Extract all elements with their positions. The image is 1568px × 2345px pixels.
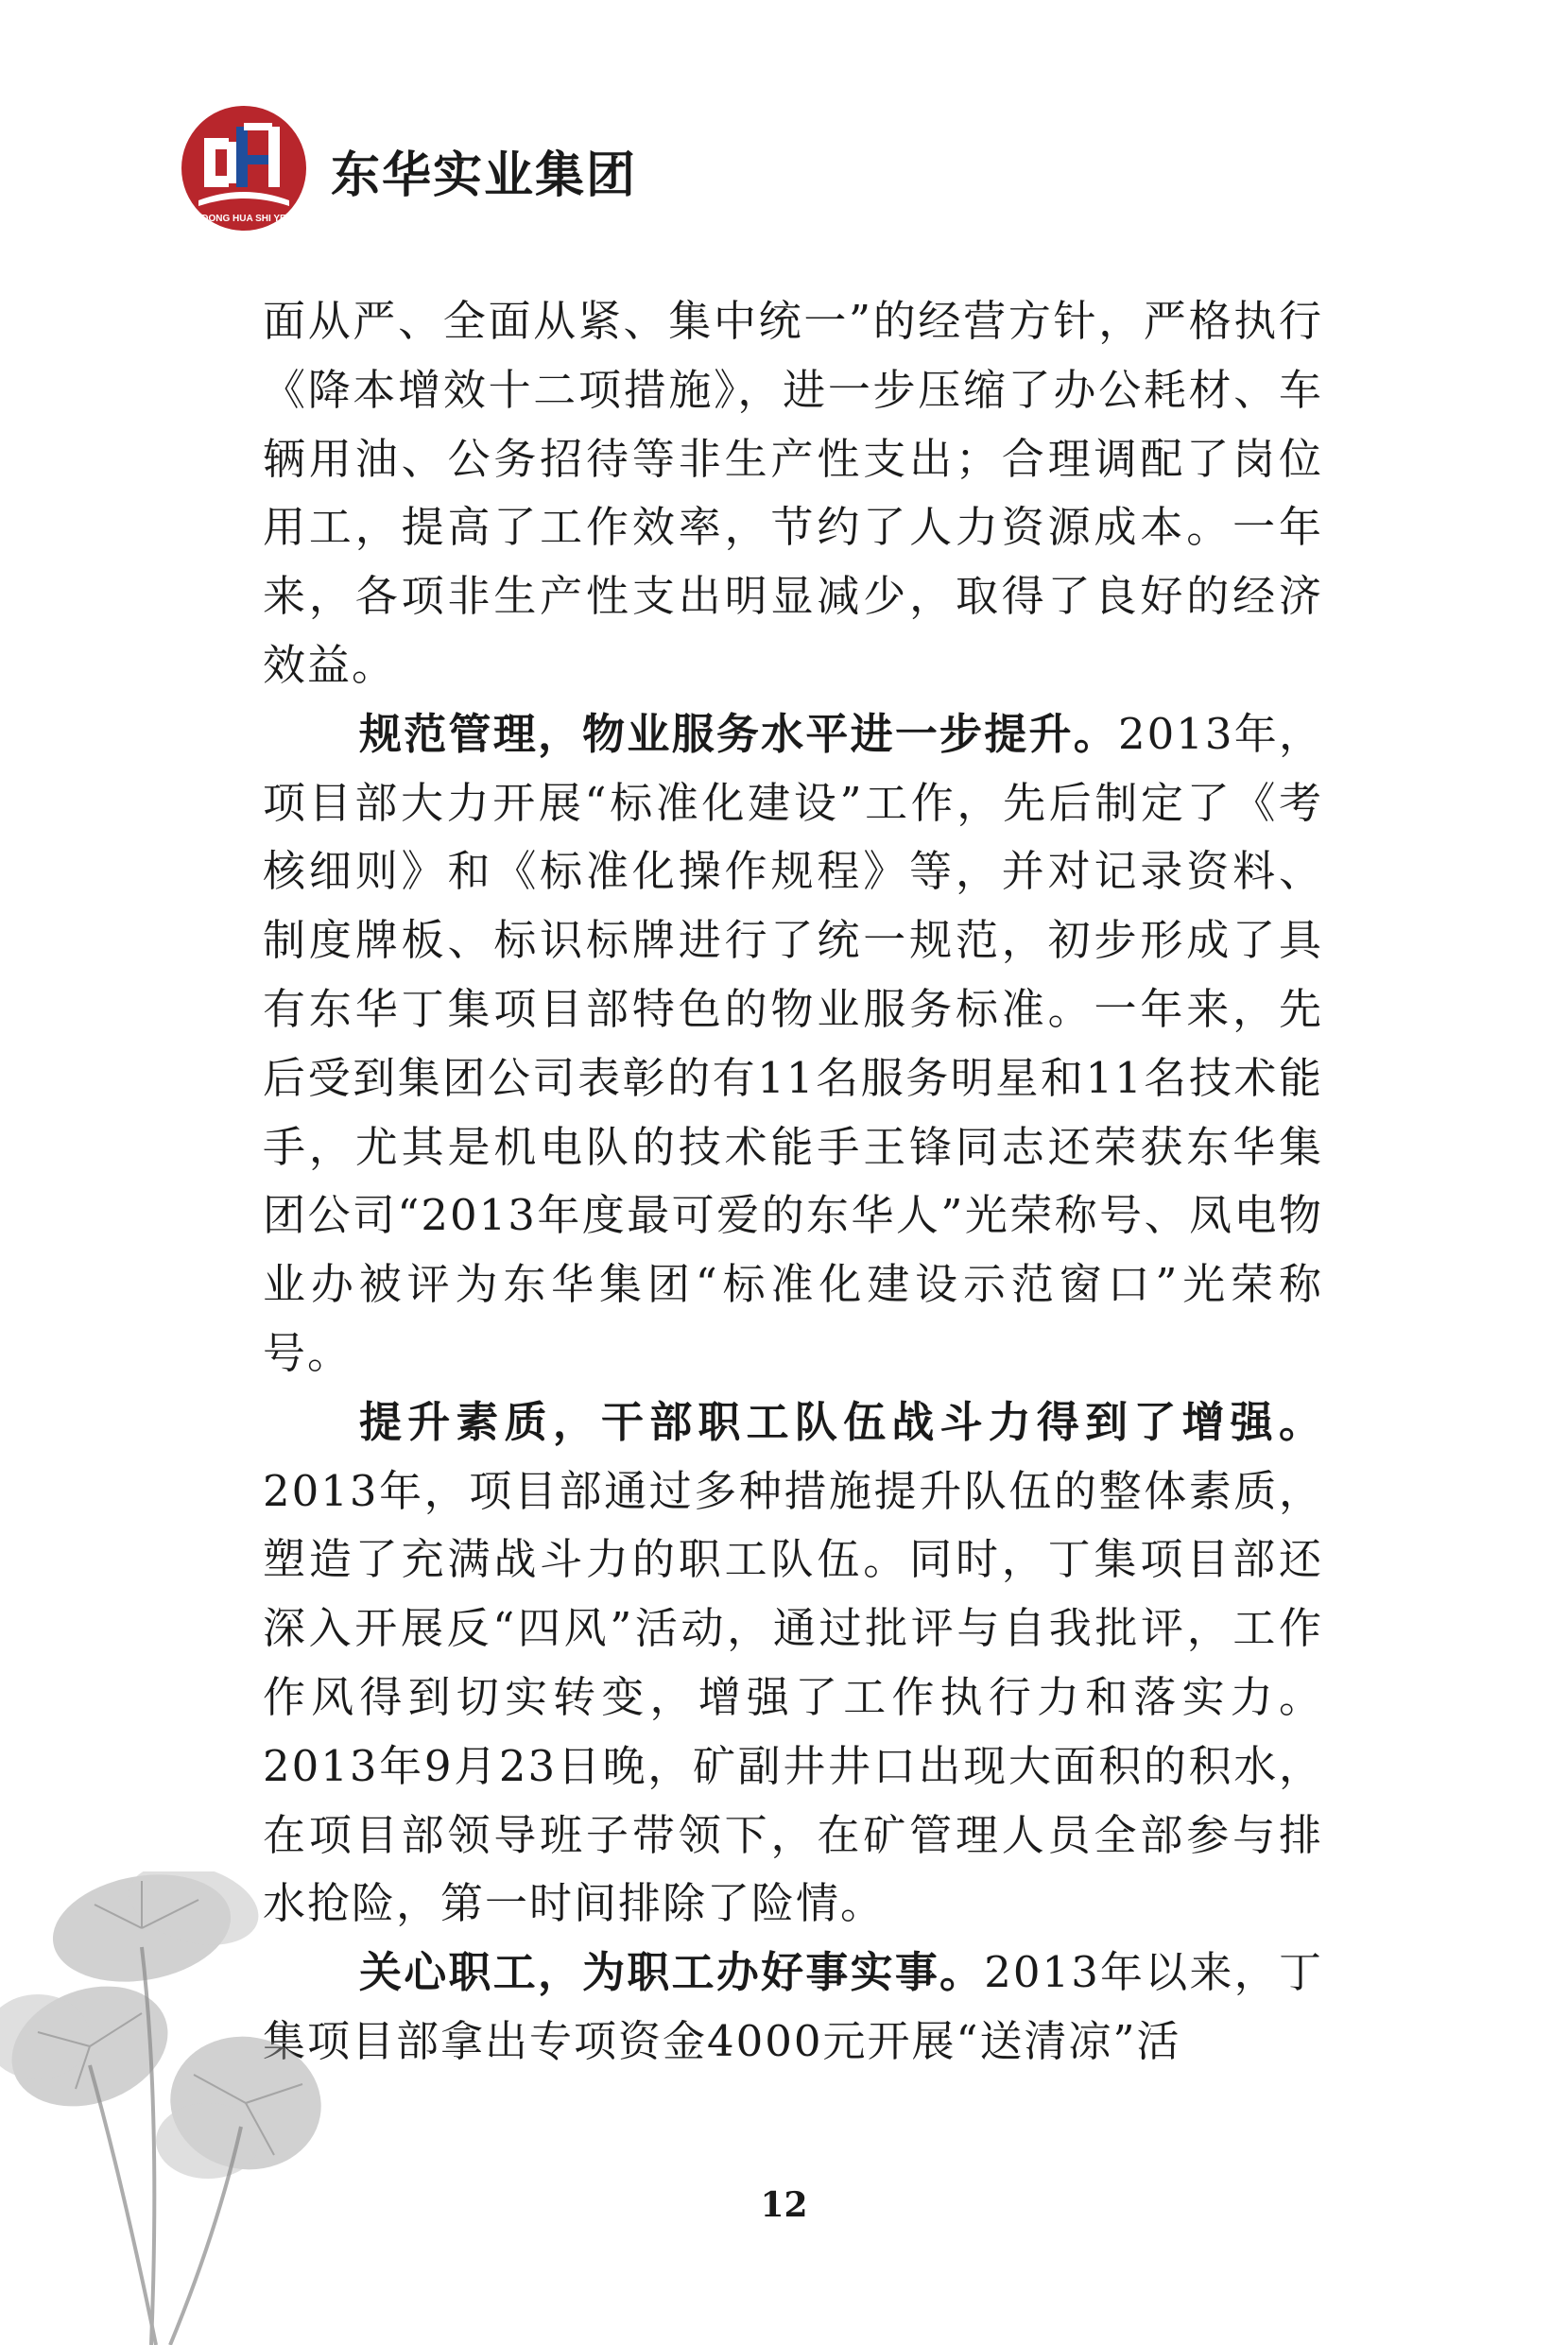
paragraph-1 (263, 287, 1323, 700)
company-name: 东华实业集团 (331, 147, 638, 204)
paragraph-2 (263, 700, 1323, 1388)
paragraph-4-text: 2013年以来，丁集项目部拿出专项资金4000元开展“送清凉”活 (263, 1947, 1323, 2066)
company-logo (178, 102, 310, 234)
paragraph-4 (263, 1939, 1323, 2077)
paragraph-3 (263, 1388, 1323, 1939)
page-header (178, 102, 637, 234)
page-number: 12 (760, 2185, 808, 2225)
paragraph-2-text: 2013年，项目部大力开展“标准化建设”工作，先后制定了《考核细则》和《标准化操作规程》等，并对记录资料、制度牌板、标识标牌进行了统一规范，初步形成了具有东华丁集项目部特色的物业服务标准。一年来，先后受到集团公司表彰的有11名服务明星和11名技术能手，尤其是机电队的技术能手王锋同志还荣获东华集团公司“2013年度最可爱的东华人”光荣称号、凤电物业办被评为东华集团“标准化建设示范窗口”光荣称号。 (263, 708, 1323, 1378)
paragraph-1-text: 面从严、全面从紧、集中统一”的经营方针，严格执行《降本增效十二项措施》，进一步压缩了办公耗材、车辆用油、公务招待等非生产性支出；合理调配了岗位用工，提高了工作效率，节约了人力资源成本。一年来，各项非生产性支出明显减少，取得了良好的经济效益。 (263, 296, 1323, 690)
paragraph-4-lead: 关心职工，为职工办好事实事。 (359, 1947, 985, 1998)
paragraph-3-lead: 提升素质，干部职工队伍战斗力得到了增强。 (359, 1396, 1323, 1447)
paragraph-2-lead: 规范管理，物业服务水平进一步提升。 (359, 708, 1118, 759)
logo-caption: DONG HUA SHI YE (201, 214, 286, 224)
flower-decoration (0, 1871, 397, 2345)
article-body (263, 287, 1323, 2077)
paragraph-3-text: 2013年，项目部通过多种措施提升队伍的整体素质，塑造了充满战斗力的职工队伍。同时，丁集项目部还深入开展反“四风”活动，通过批评与自我批评，工作作风得到切实转变，增强了工作执行力和落实力。2013年9月23日晚，矿副井井口出现大面积的积水，在项目部领导班子带领下，在矿管理人员全部参与排水抢险，第一时间排除了险情。 (263, 1465, 1323, 1929)
